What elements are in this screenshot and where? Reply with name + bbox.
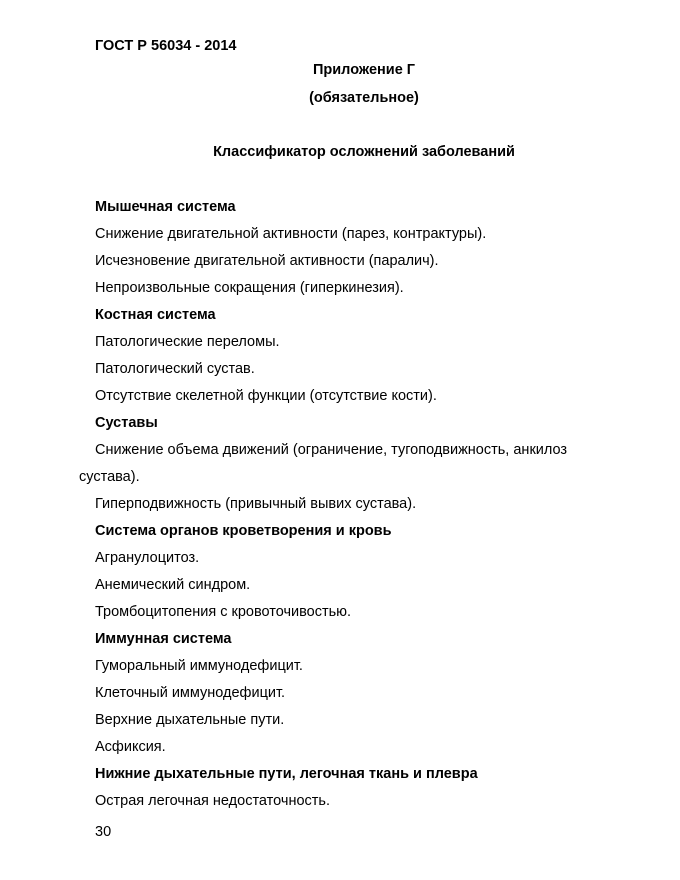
list-item: Снижение объема движений (ограничение, тугоподвижность, анкилоз bbox=[95, 442, 568, 458]
list-item: Гиперподвижность (привычный вывих сустава). bbox=[95, 496, 417, 512]
list-item: Острая легочная недостаточность. bbox=[95, 793, 331, 809]
list-item: Клеточный иммунодефицит. bbox=[95, 685, 286, 701]
list-item: Снижение двигательной активности (парез, контрактуры). bbox=[95, 226, 487, 242]
section-heading-joints: Суставы bbox=[95, 415, 158, 431]
section-heading-immune: Иммунная система bbox=[95, 631, 232, 647]
list-item: Непроизвольные сокращения (гиперкинезия). bbox=[95, 280, 404, 296]
section-heading-lower-respiratory: Нижние дыхательные пути, легочная ткань и плевра bbox=[95, 766, 478, 782]
list-item: Верхние дыхательные пути. bbox=[95, 712, 285, 728]
section-heading-blood: Система органов кроветворения и кровь bbox=[95, 523, 392, 539]
section-heading-skeletal: Костная система bbox=[95, 307, 216, 323]
list-item: Тромбоцитопения с кровоточивостью. bbox=[95, 604, 352, 620]
section-heading-muscular: Мышечная система bbox=[95, 199, 236, 215]
list-item: Анемический синдром. bbox=[95, 577, 251, 593]
appendix-label: Приложение Г bbox=[312, 62, 416, 78]
list-item: Гуморальный иммунодефицит. bbox=[95, 658, 303, 674]
appendix-status: (обязательное) bbox=[309, 90, 419, 106]
list-item: Отсутствие скелетной функции (отсутствие кости). bbox=[95, 388, 437, 404]
document-code: ГОСТ Р 56034 - 2014 bbox=[95, 38, 237, 54]
list-item: Асфиксия. bbox=[95, 739, 166, 755]
list-item: Патологические переломы. bbox=[95, 334, 280, 350]
page-title: Классификатор осложнений заболеваний bbox=[213, 144, 515, 160]
list-item: Исчезновение двигательной активности (паралич). bbox=[95, 253, 439, 269]
list-item: Агранулоцитоз. bbox=[95, 550, 200, 566]
page-number: 30 bbox=[95, 824, 112, 840]
classifier-list bbox=[79, 198, 635, 819]
list-item: Патологический сустав. bbox=[95, 361, 255, 377]
list-item-continuation: сустава). bbox=[79, 469, 140, 485]
